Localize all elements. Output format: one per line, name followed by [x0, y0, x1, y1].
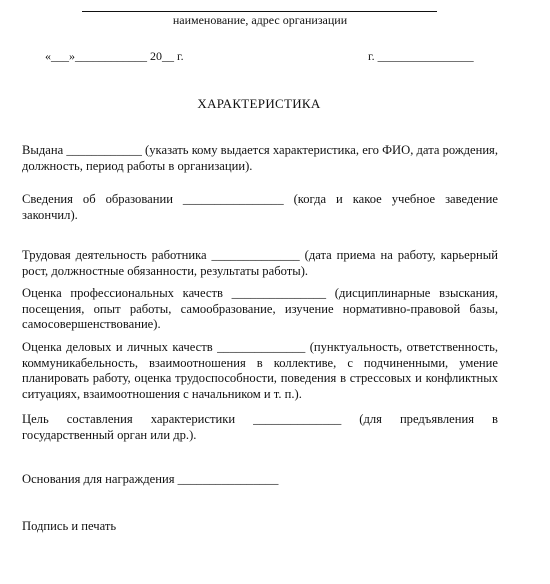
signature-and-seal: Подпись и печать [22, 519, 117, 533]
paragraph-professional-qualities: Оценка профессиональных качеств _______________ (дисциплинарные взыскания, посещения, опыт работы, самообразование, изучение нормативно-правовой базы, самосовершенствование). [22, 286, 498, 332]
document-title: ХАРАКТЕРИСТИКА [197, 96, 321, 111]
organization-underline [82, 11, 437, 12]
date-field: «___»____________ 20__ г. [45, 49, 184, 63]
paragraph-personal-qualities: Оценка деловых и личных качеств ______________ (пунктуальность, ответственность, коммуникабельность, взаимоотношения в коллективе, с подчиненными, умение планировать работу, оценка трудоспособности, поведения в стрессовых и конфликтных ситуациях, взаимоотношения с начальником и т. п.). [22, 340, 498, 401]
paragraph-award-grounds: Основания для награждения ________________ [22, 472, 279, 486]
paragraph-issued: Выдана ____________ (указать кому выдается характеристика, его ФИО, дата рождения, должность, период работы в организации). [22, 143, 498, 173]
paragraph-work: Трудовая деятельность работника ______________ (дата приема на работу, карьерный рост, должностные обязанности, результаты работы). [22, 248, 498, 278]
paragraph-purpose: Цель составления характеристики ______________ (для предъявления в государственный орган или др.). [22, 412, 498, 442]
organization-caption: наименование, адрес организации [172, 13, 348, 27]
paragraph-education: Сведения об образовании ________________ (когда и какое учебное заведение закончил). [22, 192, 498, 222]
city-field: г. ________________ [368, 49, 474, 63]
